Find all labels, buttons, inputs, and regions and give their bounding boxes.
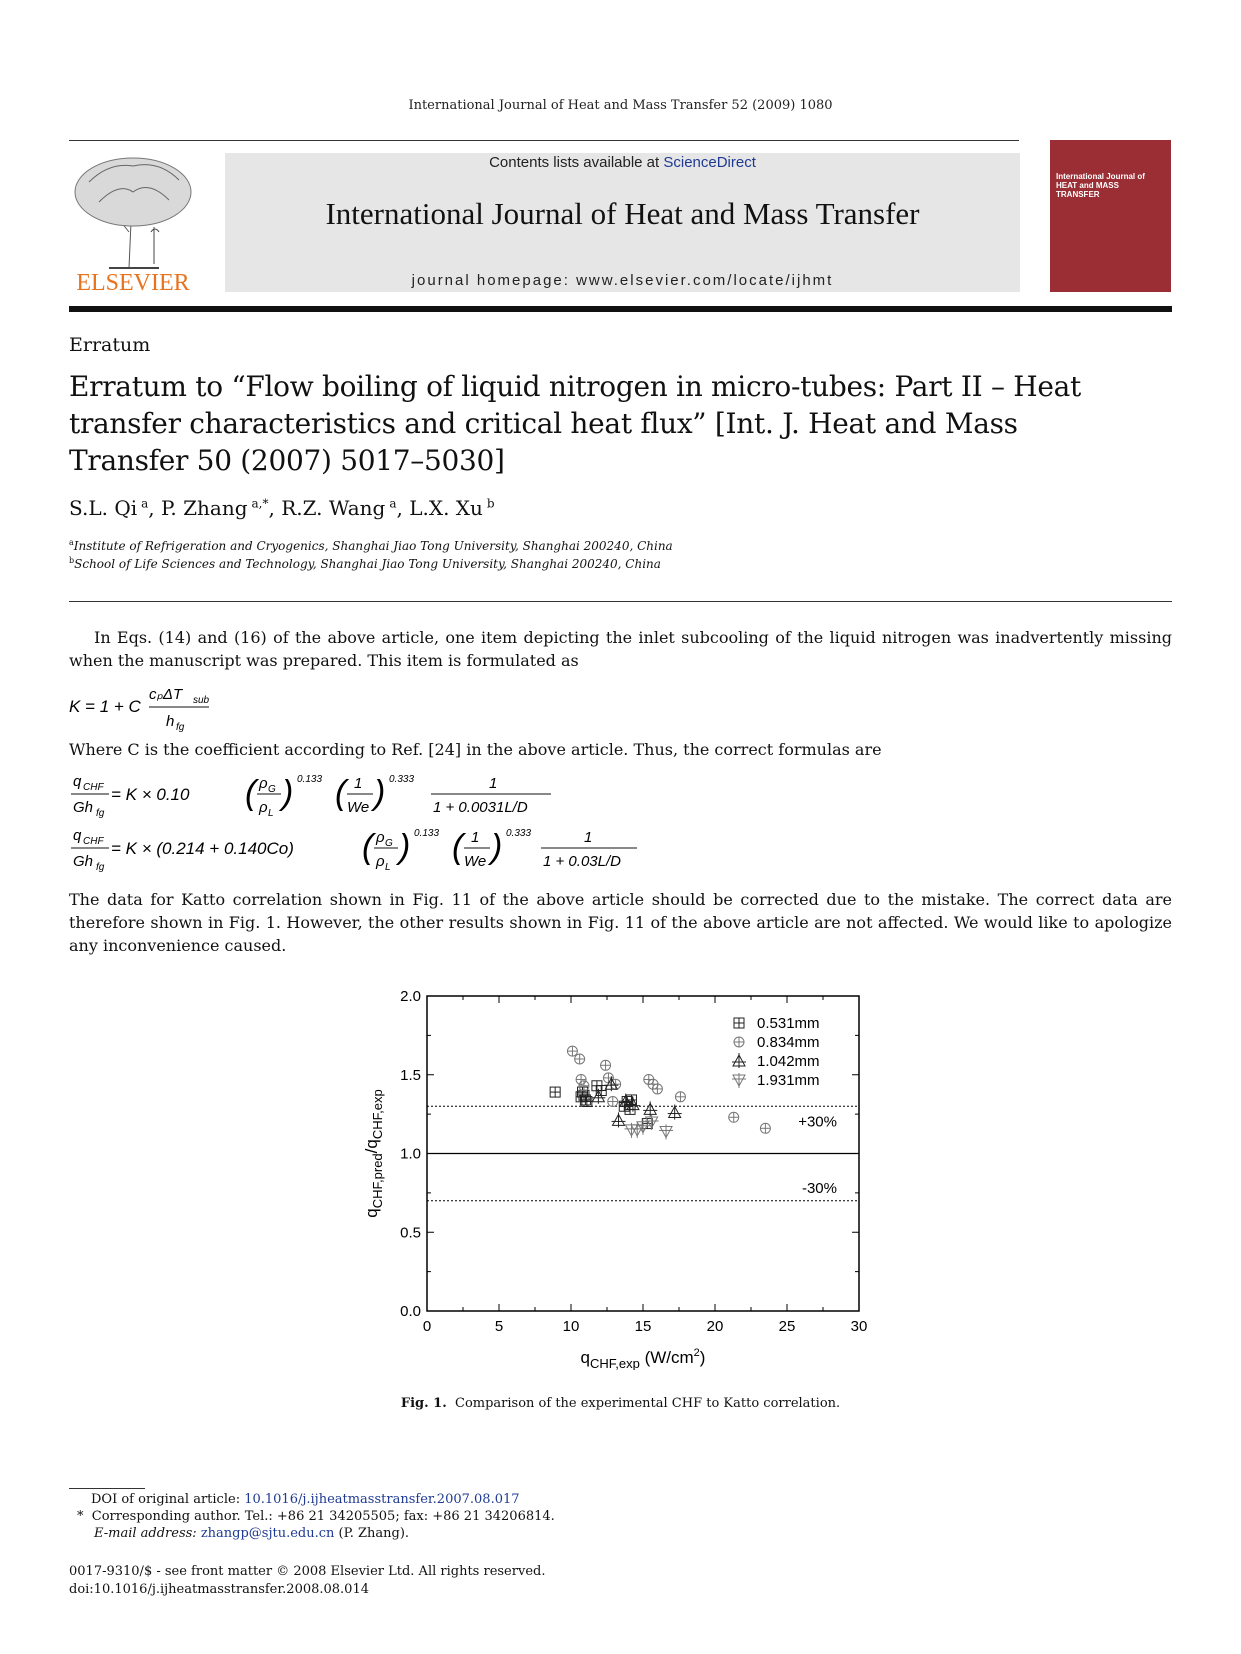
affiliation-sup: a <box>69 538 74 547</box>
author-sup: a,* <box>251 496 269 511</box>
x-tick-label: 5 <box>494 1318 504 1335</box>
svg-text:Gh: Gh <box>73 853 94 870</box>
svg-text:1: 1 <box>471 829 480 846</box>
equation-2 <box>69 822 669 883</box>
data-point-circle-plus <box>760 1123 770 1133</box>
y-tick-label: 1.0 <box>400 1145 421 1163</box>
x-tick-label: 0 <box>422 1318 432 1335</box>
data-point-circle-plus <box>576 1074 586 1084</box>
x-tick-label: 15 <box>634 1318 652 1335</box>
eq1-exp1: 0.133 <box>297 774 323 785</box>
data-point-triangle-up <box>604 1076 618 1091</box>
copyright-line: 0017-9310/$ - see front matter © 2008 Elsevier Ltd. All rights reserved. <box>69 1564 546 1579</box>
svg-text:fg: fg <box>96 808 105 819</box>
body-paragraph: The data for Katto correlation shown in Fig. 11 of the above article should be corrected due to the mistake. The correct data are therefore shown in Fig. 1. However, the other results shown in Fig. 11 of the above article are not affected. We would like to apologize any inconvenience caused. <box>69 890 1172 955</box>
svg-text:We: We <box>464 853 487 870</box>
doi-link[interactable]: 10.1016/j.ijheatmasstransfer.2007.08.017 <box>244 1492 520 1507</box>
sciencedirect-link[interactable]: ScienceDirect <box>663 154 756 171</box>
figure-1 <box>355 980 875 1374</box>
corresponding-text: Corresponding author. Tel.: +86 21 34205505; fax: +86 21 34206814. <box>91 1509 555 1524</box>
equation-k <box>69 684 239 739</box>
svg-text:1: 1 <box>354 775 363 792</box>
svg-text:q: q <box>73 773 82 790</box>
svg-text:(: ( <box>245 774 257 812</box>
article-type: Erratum <box>69 334 151 356</box>
y-tick-label: 0.5 <box>400 1224 421 1242</box>
running-head: International Journal of Heat and Mass Transfer 52 (2009) 1080 <box>408 98 833 113</box>
data-point-triangle-down <box>645 1115 659 1130</box>
body-paragraph: Where C is the coefficient according to Ref. [24] in the above article. Thus, the correct formulas are <box>69 740 882 759</box>
author-sup: b <box>486 496 495 511</box>
data-point-circle-plus <box>729 1112 739 1122</box>
data-point-square-plus <box>550 1087 560 1097</box>
author-name: S.L. Qi <box>69 496 138 520</box>
footnote-doi <box>91 1492 520 1507</box>
y-tick-label: 2.0 <box>400 988 421 1005</box>
journal-homepage[interactable]: journal homepage: www.elsevier.com/locate/ijhmt <box>411 272 834 289</box>
eq2-coef: = K × (0.214 + 0.140Co) <box>111 839 294 858</box>
body-paragraph: In Eqs. (14) and (16) of the above article, one item depicting the inlet subcooling of the liquid nitrogen was inadvertently missing when the manuscript was prepared. This item is formulated as <box>69 628 1172 670</box>
svg-text:ρ: ρ <box>259 775 268 792</box>
contents-line <box>225 154 1020 171</box>
svg-text:(: ( <box>362 828 374 866</box>
data-point-circle-plus <box>579 1081 589 1091</box>
data-point-triangle-up <box>612 1112 626 1127</box>
section-rule <box>69 601 1172 602</box>
data-point-circle-plus <box>652 1084 662 1094</box>
equation-1 <box>69 768 589 825</box>
author-name: L.X. Xu <box>409 496 483 520</box>
eq-k-den: h <box>166 713 175 730</box>
eq-k-lhs: K = 1 + C <box>69 697 141 716</box>
footnote-rule <box>69 1488 145 1489</box>
x-tick-label: 25 <box>778 1318 796 1335</box>
header-rule <box>69 140 1019 141</box>
contents-prefix: Contents lists available at <box>489 154 664 171</box>
svg-text:L: L <box>385 862 391 873</box>
footnote-email <box>94 1526 409 1541</box>
article-title: Erratum to “Flow boiling of liquid nitrogen in micro-tubes: Part II – Heat transfer characteristics and critical heat flux” [Int. J. Heat and Mass Transfer 50 (2007) 5017–5030] <box>69 370 1081 477</box>
legend-marker <box>732 1073 746 1088</box>
figure-caption-label: Fig. 1. <box>400 1396 447 1411</box>
y-tick-label: 0.0 <box>400 1303 421 1320</box>
svg-text:ρ: ρ <box>259 799 268 816</box>
legend-marker <box>732 1053 746 1068</box>
author-name: P. Zhang <box>161 496 248 520</box>
doi-line: doi:10.1016/j.ijheatmasstransfer.2008.08.014 <box>69 1582 369 1597</box>
reference-line-label: -30% <box>801 1179 837 1197</box>
svg-text:G: G <box>268 784 276 795</box>
svg-text:1: 1 <box>584 829 593 846</box>
svg-text:): ) <box>282 774 294 812</box>
affiliation-sup: b <box>69 556 75 565</box>
svg-text:(: ( <box>452 828 464 866</box>
svg-text:CHF: CHF <box>83 836 104 847</box>
author-sup: a <box>389 496 397 511</box>
eq1-den: 1 + 0.0031L/D <box>433 799 528 816</box>
eq-k-num: cₚΔT <box>149 686 183 703</box>
email-label: E-mail address: <box>94 1526 201 1541</box>
svg-text:fg: fg <box>96 862 105 873</box>
data-point-circle-plus <box>601 1060 611 1070</box>
doi-label: DOI of original article: <box>91 1492 245 1507</box>
x-tick-label: 10 <box>562 1318 580 1335</box>
journal-cover-image <box>1050 140 1171 292</box>
svg-text:): ) <box>491 828 503 866</box>
affiliation <box>69 538 673 553</box>
svg-text:Gh: Gh <box>73 799 94 816</box>
figure-caption-text: Comparison of the experimental CHF to Katto correlation. <box>455 1396 841 1411</box>
author-list: S.L. Qi $^a$, P. Zhang $^{a,*}$, R.Z. Wang $^a$, L.X. Xu $^b$ <box>69 496 495 520</box>
email-suffix: (P. Zhang). <box>334 1526 410 1541</box>
svg-text:(: ( <box>335 774 347 812</box>
eq2-den: 1 + 0.03L/D <box>543 853 621 870</box>
figure-caption <box>0 1396 1241 1411</box>
author-sup: a <box>141 496 149 511</box>
reference-line-label: +30% <box>798 1113 837 1131</box>
legend-label: 1.931mm <box>757 1072 820 1089</box>
data-point-triangle-up <box>668 1105 682 1120</box>
data-point-circle-plus <box>575 1054 585 1064</box>
data-point-circle-plus <box>608 1097 618 1107</box>
svg-text:): ) <box>399 828 411 866</box>
legend-label: 0.531mm <box>757 1015 820 1032</box>
y-tick-label: 1.5 <box>400 1066 421 1084</box>
data-point-circle-plus <box>567 1046 577 1056</box>
corresponding-mark: * <box>77 1509 84 1524</box>
eq2-exp1: 0.133 <box>414 828 440 839</box>
legend-marker <box>734 1037 744 1047</box>
legend-label: 0.834mm <box>757 1034 820 1051</box>
scatter-chart <box>355 980 875 1370</box>
eq-k-num-sub: sub <box>193 695 210 706</box>
eq2-exp2: 0.333 <box>506 828 532 839</box>
y-axis-label: $q_{CHF,pred}/q_{CHF,exp}$ <box>362 1089 385 1218</box>
data-point-circle-plus <box>675 1092 685 1102</box>
eq1-exp2: 0.333 <box>389 774 415 785</box>
x-tick-label: 30 <box>850 1318 868 1335</box>
data-point-triangle-up <box>643 1101 657 1116</box>
svg-text:q: q <box>73 827 82 844</box>
email-link[interactable]: zhangp@sjtu.edu.cn <box>200 1526 335 1541</box>
elsevier-wordmark: ELSEVIER <box>76 270 190 296</box>
data-point-square-plus <box>596 1086 606 1096</box>
svg-text:CHF: CHF <box>83 782 104 793</box>
svg-text:We: We <box>347 799 370 816</box>
eq-k-den-sub: fg <box>176 722 185 733</box>
svg-text:ρ: ρ <box>376 853 385 870</box>
footnote-corresponding <box>77 1509 555 1524</box>
x-axis-label: $q_{CHF,exp}$ $(W/cm^2)$ <box>580 1347 706 1370</box>
svg-text:): ) <box>374 774 386 812</box>
eq1-coef: = K × 0.10 <box>111 785 190 804</box>
data-point-triangle-down <box>659 1124 673 1139</box>
journal-name: International Journal of Heat and Mass Transfer <box>325 196 920 231</box>
legend-label: 1.042mm <box>757 1053 820 1070</box>
journal-cover-title: International Journal of HEAT and MASS TRANSFER <box>1056 172 1145 199</box>
svg-text:L: L <box>268 808 274 819</box>
x-tick-label: 20 <box>706 1318 724 1335</box>
affiliation <box>69 556 661 571</box>
affiliation-text: School of Life Sciences and Technology, Shanghai Jiao Tong University, Shanghai 200240, China <box>74 557 661 571</box>
svg-text:1: 1 <box>489 775 498 792</box>
affiliation-text: Institute of Refrigeration and Cryogenics, Shanghai Jiao Tong University, Shanghai 200240, China <box>73 539 673 553</box>
header-thick-rule <box>69 306 1172 312</box>
svg-text:ρ: ρ <box>376 829 385 846</box>
author-name: R.Z. Wang <box>281 496 386 520</box>
legend-marker <box>734 1018 744 1028</box>
svg-text:G: G <box>385 838 393 849</box>
